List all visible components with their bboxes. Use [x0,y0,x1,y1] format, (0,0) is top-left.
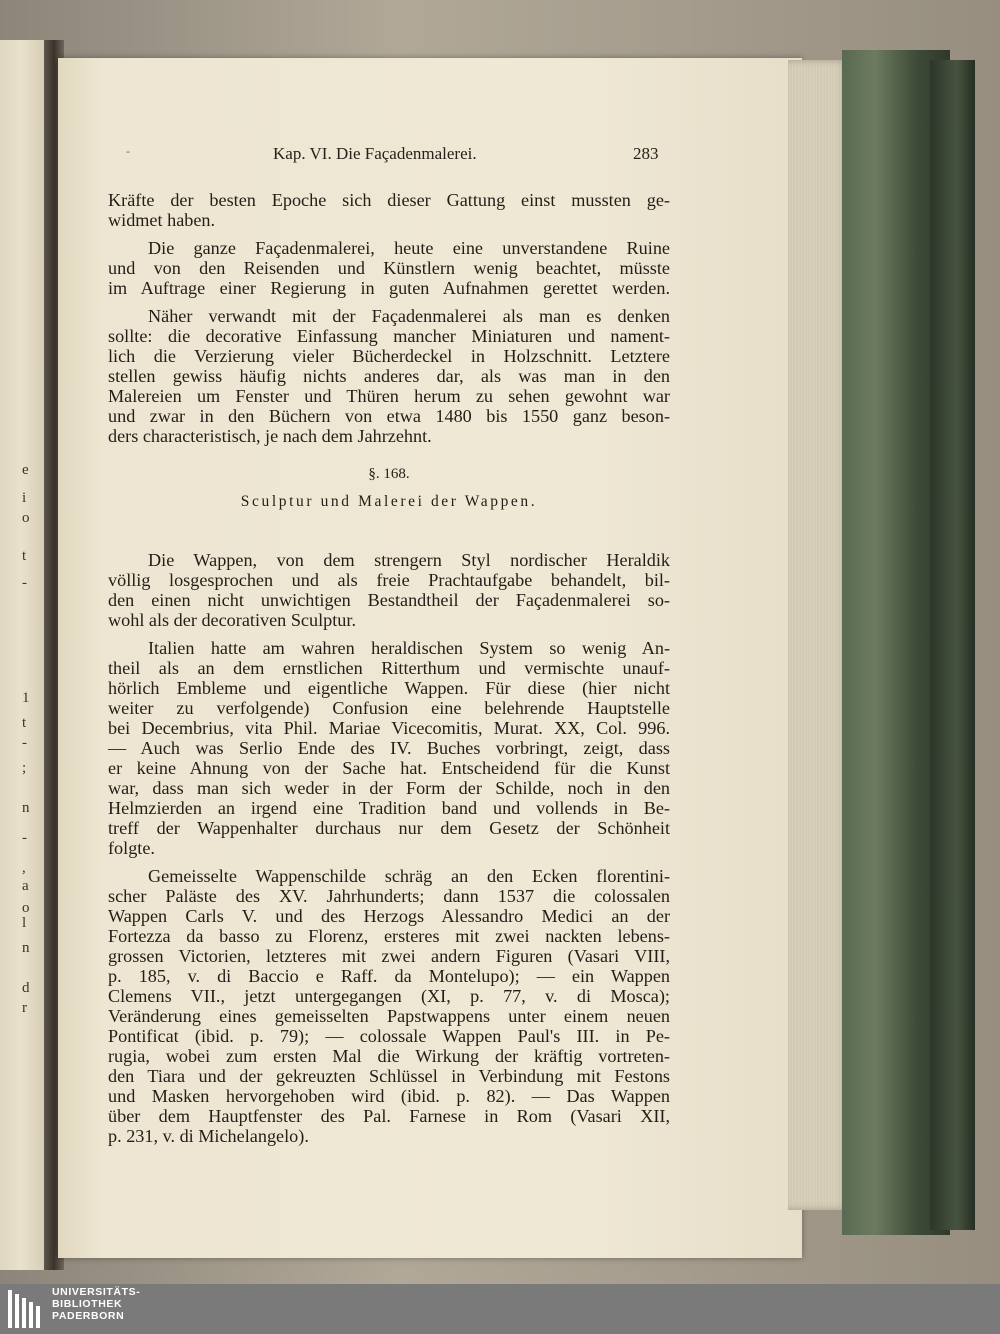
text-line: — Auch was Serlio Ende des IV. Buches vorbringt, zeigt, dass [108,738,670,758]
text-line: weiter zu verfolgende) Confusion eine belehrende Hauptstelle [108,698,670,718]
text-line: p. 231, v. di Michelangelo). [108,1126,309,1146]
text-line: und zwar in den Büchern von etwa 1480 bis 1550 ganz beson- [108,406,670,426]
text-line: hörlich Embleme und eigentliche Wappen. Für diese (hier nicht [108,678,670,698]
text-line: widmet haben. [108,210,216,230]
margin-glyph: - [22,735,27,751]
running-header-title: Kap. VI. Die Façadenmalerei. [273,144,477,163]
text-line: Kräfte der besten Epoche sich dieser Gattung einst mussten ge- [108,190,670,210]
text-line: war, dass man sich weder in der Form der Schilde, noch in den [108,778,670,798]
text-line: Fortezza da basso zu Florenz, ersteres mit zwei nackten lebens- [108,926,670,946]
section-number: §. 168. [368,466,410,482]
page-fore-edge [788,60,848,1210]
margin-glyph: ; [22,760,27,776]
margin-glyph: o [22,900,30,916]
text-line: Malereien um Fenster und Thüren herum zu sehen gewohnt war [108,386,670,406]
text-line: Gemeisselte Wappenschilde schräg an den Ecken florentini- [148,866,670,886]
margin-glyph: t [22,715,27,731]
text-line: und von den Reisenden und Künstlern wenig beachtet, müsste [108,258,670,278]
margin-glyph: l [22,915,27,931]
logo-line-3: PADERBORN [52,1310,125,1322]
margin-glyph: n [22,940,30,956]
text-line: lich die Verzierung vieler Bücherdeckel in Holzschnitt. Letztere [108,346,670,366]
text-line: Wappen Carls V. und des Herzogs Alessandro Medici an der [108,906,670,926]
text-line: stellen gewiss häufig nichts anderes dar, als was man in den [108,366,670,386]
text-line: rugia, wobei zum ersten Mal die Wirkung der kräftig vortreten- [108,1046,670,1066]
text-line: den einen nicht unwichtigen Bestandtheil der Façadenmalerei so- [108,590,670,610]
text-line: wohl als der decorativen Sculptur. [108,610,356,630]
text-line: grossen Victorien, letzteres mit zwei andern Figuren (Vasari VIII, [108,946,670,966]
margin-glyph: d [22,980,30,996]
text-line: er keine Ahnung von der Sache hat. Entscheidend für die Kunst [108,758,670,778]
margin-glyph: 1 [22,690,30,706]
text-line: theil als an dem ernstlichen Ritterthum und vermischte unauf- [108,658,670,678]
library-logo-icon [6,1288,46,1330]
margin-glyph: o [22,510,30,526]
text-line: den Tiara und der gekreuzten Schlüssel in Verbindung mit Festons [108,1066,670,1086]
text-line: Die ganze Façadenmalerei, heute eine unverstandene Ruine [148,238,670,258]
logo-line-1: UNIVERSITÄTS- [52,1286,141,1298]
text-line: Näher verwandt mit der Façadenmalerei als man es denken [148,306,670,326]
text-line: p. 185, v. di Baccio e Raff. da Montelupo); — ein Wappen [108,966,670,986]
margin-glyph: - [22,830,27,846]
text-line: im Auftrage einer Regierung in guten Aufnahmen gerettet werden. [108,278,670,298]
section-title: Sculptur und Malerei der Wappen. [240,493,538,510]
margin-glyph: n [22,800,30,816]
margin-glyph: - [22,575,27,591]
text-line: folgte. [108,838,155,858]
text-line: Pontificat (ibid. p. 79); — colossale Wappen Paul's III. in Pe- [108,1026,670,1046]
text-line: sollte: die decorative Einfassung mancher Miniaturen und nament- [108,326,670,346]
text-line: treff der Wappenhalter durchaus nur dem Gesetz der Schönheit [108,818,670,838]
text-line: und Masken hervorgehoben wird (ibid. p. 82). — Das Wappen [108,1086,670,1106]
text-line: Italien hatte am wahren heraldischen System so wenig An- [148,638,670,658]
running-header-mark: - [126,144,130,158]
margin-glyph: r [22,1000,27,1016]
text-line: scher Paläste des XV. Jahrhunderts; dann 1537 die colossalen [108,886,670,906]
library-footer [0,1284,1000,1334]
margin-glyph: e [22,462,29,478]
margin-glyph: t [22,548,27,564]
text-line: bei Decembrius, vita Phil. Mariae Vicecomitis, Murat. XX, Col. 996. [108,718,670,738]
margin-glyph: , [22,860,26,876]
cover-board [930,60,975,1230]
text-line: Helmzierden an irgend eine Tradition band und vollends in Be- [108,798,670,818]
margin-glyph: a [22,878,29,894]
text-line: Clemens VII., jetzt untergegangen (XI, p. 77, v. di Mosca); [108,986,670,1006]
margin-glyph: i [22,490,27,506]
text-line: über dem Hauptfenster des Pal. Farnese in Rom (Vasari XII, [108,1106,670,1126]
text-line: Veränderung eines gemeisselten Papstwappens unter einem neuen [108,1006,670,1026]
text-line: Die Wappen, von dem strengern Styl nordischer Heraldik [148,550,670,570]
text-line: völlig losgesprochen und als freie Prachtaufgabe behandelt, bil- [108,570,670,590]
logo-line-2: BIBLIOTHEK [52,1298,123,1310]
page-number: 283 [633,144,659,163]
text-line: ders characteristisch, je nach dem Jahrzehnt. [108,426,432,446]
